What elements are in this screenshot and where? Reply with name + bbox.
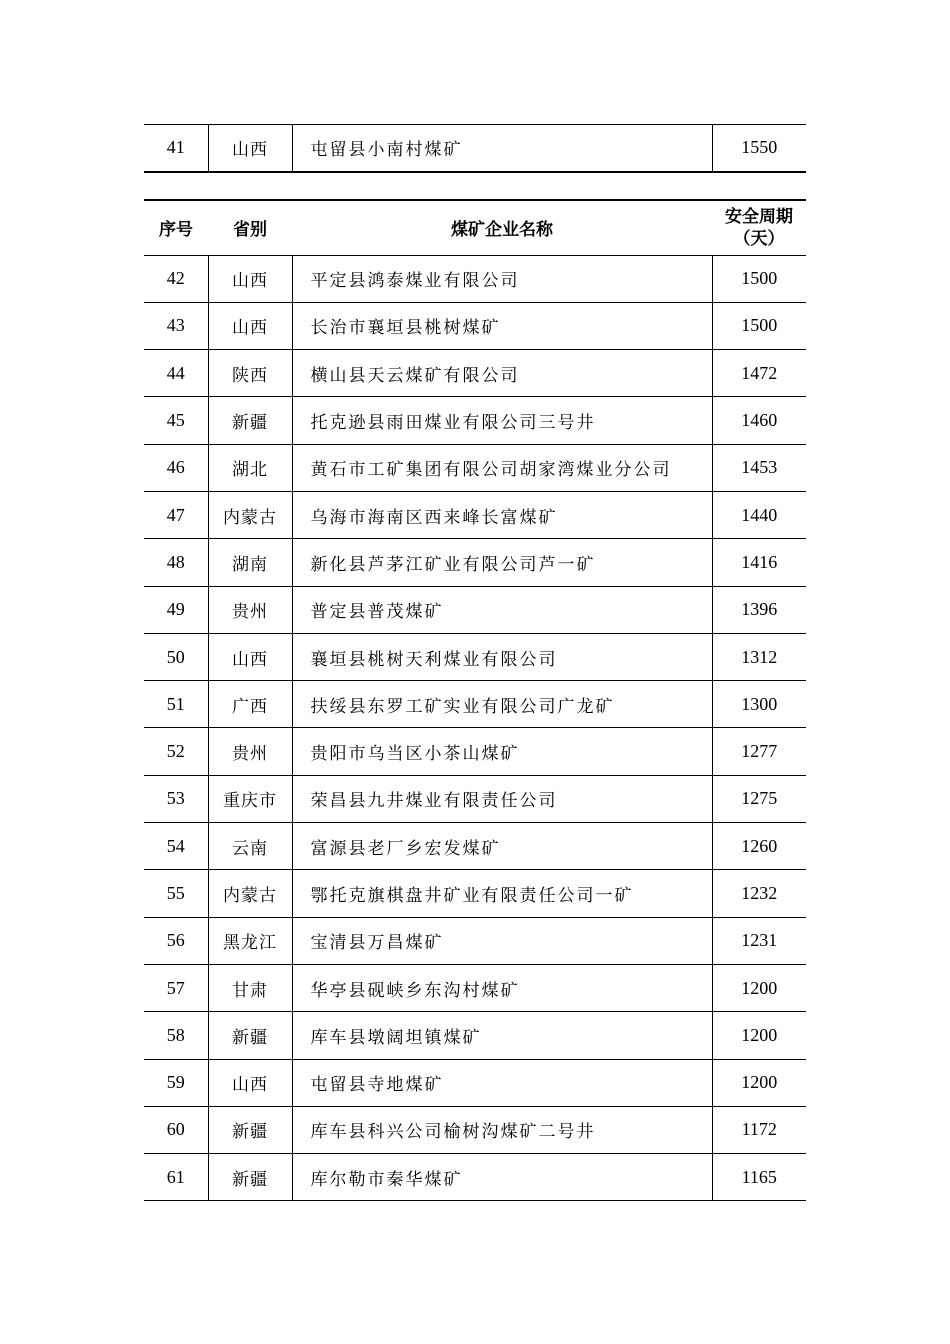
cell-days: 1440: [712, 491, 806, 538]
cell-days: 1312: [712, 633, 806, 680]
cell-no: 47: [144, 491, 208, 538]
cell-province: 贵州: [208, 728, 292, 775]
header-no: 序号: [144, 200, 208, 255]
cell-days: 1260: [712, 823, 806, 870]
cell-province: 贵州: [208, 586, 292, 633]
cell-no: 58: [144, 1012, 208, 1059]
header-days-line2: （天）: [733, 228, 785, 249]
cell-days: 1277: [712, 728, 806, 775]
cell-province: 陕西: [208, 350, 292, 397]
table-row: [144, 397, 806, 444]
cell-days: 1460: [712, 397, 806, 444]
cell-no: 42: [144, 255, 208, 302]
cell-name: 新化县芦茅江矿业有限公司芦一矿: [292, 539, 712, 586]
table-row: [144, 491, 806, 538]
cell-province: 内蒙古: [208, 870, 292, 917]
table-body: [144, 255, 806, 1201]
table-row: [144, 125, 806, 172]
cell-days: 1231: [712, 917, 806, 964]
header-days-line1: 安全周期: [725, 206, 793, 227]
cell-days: 1200: [712, 1059, 806, 1106]
cell-name: 乌海市海南区西来峰长富煤矿: [292, 491, 712, 538]
cell-days: 1396: [712, 586, 806, 633]
cell-name: 富源县老厂乡宏发煤矿: [292, 823, 712, 870]
table-header-row: [144, 200, 806, 255]
cell-no: 59: [144, 1059, 208, 1106]
cell-no: 60: [144, 1106, 208, 1153]
cell-province: 湖南: [208, 539, 292, 586]
cell-name: 屯留县小南村煤矿: [292, 125, 712, 172]
cell-days: 1416: [712, 539, 806, 586]
cell-province: 黑龙江: [208, 917, 292, 964]
cell-no: 43: [144, 302, 208, 349]
cell-name: 贵阳市乌当区小茶山煤矿: [292, 728, 712, 775]
cell-days: 1200: [712, 1012, 806, 1059]
cell-province: 新疆: [208, 1106, 292, 1153]
cell-no: 56: [144, 917, 208, 964]
coal-mine-safety-table: [144, 199, 806, 1201]
cell-name: 鄂托克旗棋盘井矿业有限责任公司一矿: [292, 870, 712, 917]
table-row: [144, 255, 806, 302]
cell-province: 云南: [208, 823, 292, 870]
cell-province: 重庆市: [208, 775, 292, 822]
continued-table: [144, 124, 806, 173]
cell-name: 宝清县万昌煤矿: [292, 917, 712, 964]
table-row: [144, 302, 806, 349]
cell-province: 甘肃: [208, 964, 292, 1011]
cell-no: 41: [144, 125, 208, 172]
cell-province: 山西: [208, 1059, 292, 1106]
cell-province: 山西: [208, 633, 292, 680]
cell-no: 51: [144, 681, 208, 728]
cell-name: 屯留县寺地煤矿: [292, 1059, 712, 1106]
cell-name: 横山县天云煤矿有限公司: [292, 350, 712, 397]
cell-days: 1172: [712, 1106, 806, 1153]
table-row: [144, 633, 806, 680]
table-row: [144, 539, 806, 586]
cell-no: 55: [144, 870, 208, 917]
cell-name: 襄垣县桃树天利煤业有限公司: [292, 633, 712, 680]
cell-province: 山西: [208, 125, 292, 172]
header-days: [712, 200, 806, 255]
cell-no: 54: [144, 823, 208, 870]
cell-no: 49: [144, 586, 208, 633]
cell-name: 库车县科兴公司榆树沟煤矿二号井: [292, 1106, 712, 1153]
cell-no: 44: [144, 350, 208, 397]
cell-no: 61: [144, 1154, 208, 1201]
table-row: [144, 775, 806, 822]
table-row: [144, 1154, 806, 1201]
continued-table-body: [144, 125, 806, 172]
cell-name: 平定县鸿泰煤业有限公司: [292, 255, 712, 302]
cell-name: 扶绥县东罗工矿实业有限公司广龙矿: [292, 681, 712, 728]
cell-days: 1472: [712, 350, 806, 397]
table-row: [144, 728, 806, 775]
cell-days: 1453: [712, 444, 806, 491]
cell-no: 57: [144, 964, 208, 1011]
cell-province: 广西: [208, 681, 292, 728]
header-province: 省别: [208, 200, 292, 255]
header-name: 煤矿企业名称: [292, 200, 712, 255]
cell-days: 1500: [712, 255, 806, 302]
cell-name: 长治市襄垣县桃树煤矿: [292, 302, 712, 349]
cell-days: 1550: [712, 125, 806, 172]
table-row: [144, 1059, 806, 1106]
table-row: [144, 1012, 806, 1059]
cell-province: 山西: [208, 255, 292, 302]
cell-name: 黄石市工矿集团有限公司胡家湾煤业分公司: [292, 444, 712, 491]
cell-province: 新疆: [208, 1012, 292, 1059]
cell-days: 1200: [712, 964, 806, 1011]
cell-name: 华亭县砚峡乡东沟村煤矿: [292, 964, 712, 1011]
cell-province: 新疆: [208, 397, 292, 444]
table-row: [144, 964, 806, 1011]
cell-name: 托克逊县雨田煤业有限公司三号井: [292, 397, 712, 444]
cell-days: 1300: [712, 681, 806, 728]
cell-days: 1275: [712, 775, 806, 822]
cell-name: 荣昌县九井煤业有限责任公司: [292, 775, 712, 822]
table-row: [144, 823, 806, 870]
table-row: [144, 1106, 806, 1153]
cell-province: 湖北: [208, 444, 292, 491]
cell-no: 53: [144, 775, 208, 822]
table-row: [144, 350, 806, 397]
table-row: [144, 444, 806, 491]
cell-province: 新疆: [208, 1154, 292, 1201]
cell-days: 1165: [712, 1154, 806, 1201]
cell-no: 52: [144, 728, 208, 775]
cell-days: 1232: [712, 870, 806, 917]
table-row: [144, 586, 806, 633]
cell-name: 普定县普茂煤矿: [292, 586, 712, 633]
table-row: [144, 681, 806, 728]
cell-name: 库尔勒市秦华煤矿: [292, 1154, 712, 1201]
cell-no: 50: [144, 633, 208, 680]
table-row: [144, 870, 806, 917]
cell-days: 1500: [712, 302, 806, 349]
cell-name: 库车县墩阔坦镇煤矿: [292, 1012, 712, 1059]
cell-no: 46: [144, 444, 208, 491]
cell-no: 48: [144, 539, 208, 586]
cell-no: 45: [144, 397, 208, 444]
table-row: [144, 917, 806, 964]
cell-province: 内蒙古: [208, 491, 292, 538]
cell-province: 山西: [208, 302, 292, 349]
